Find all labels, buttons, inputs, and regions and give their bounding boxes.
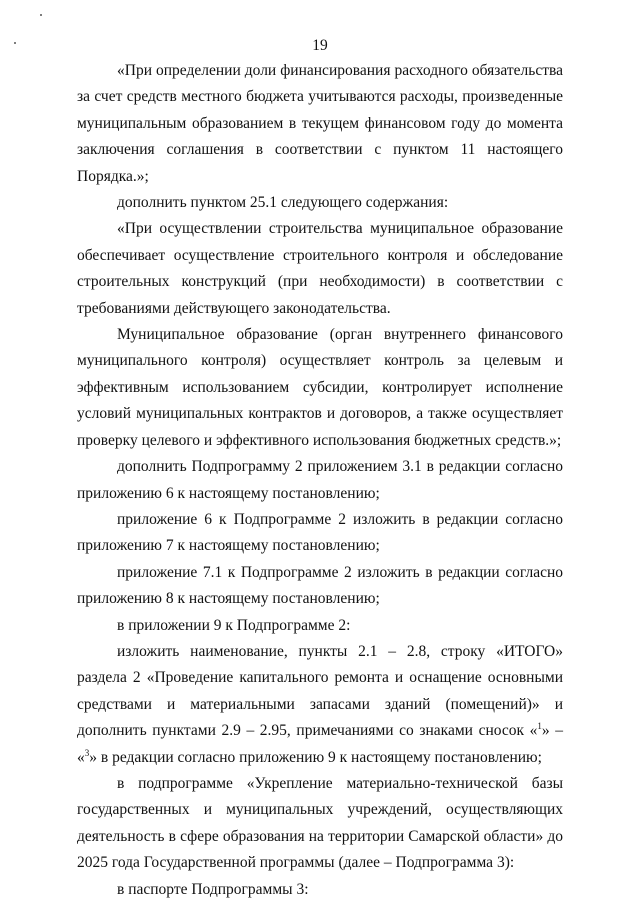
paragraph: приложение 7.1 к Подпрограмме 2 изложить в редакции согласно приложению 8 к настоящему постановлению; xyxy=(77,563,563,608)
scan-speck xyxy=(40,14,42,16)
paragraph: приложение 6 к Подпрограмме 2 изложить в редакции согласно приложению 7 к настоящему постановлению; xyxy=(77,510,563,555)
paragraph: «При определении доли финансирования расходного обязательства за счет средств местного бюджета учитываются расходы, произведенные муниципальным образованием в текущем финансовом году до момента заключения соглашения в соответствии с пунктом 11 настоящего Порядка.»; xyxy=(77,62,563,185)
paragraph-with-footnote-marks xyxy=(77,639,563,771)
paragraph: в подпрограмме «Укрепление материально-технической базы государственных и муниципальных учреждений, осуществляющих деятельность в сфере образования на территории Самарской области» до 2025 года Государственной программы (далее – Подпрограмма 3): xyxy=(77,774,563,872)
paragraph-text: изложить наименование, пункты 2.1 – 2.8, строку «ИТОГО» раздела 2 «Проведение капитального ремонта и оснащение основными средствами и материальными запасами зданий (помещений)» и дополнить пунктами 2.9 – 2.95, примечаниями со знаками сносок « xyxy=(77,642,563,740)
paragraph: в паспорте Подпрограммы 3: xyxy=(117,880,309,898)
paragraph: Муниципальное образование (орган внутреннего финансового муниципального контроля) осуществляет контроль за целевым и эффективным использованием субсидии, контролирует исполнение условий муниципальных контрактов и договоров, а также осуществляет проверку целевого и эффективного использования бюджетных средств.»; xyxy=(77,326,563,449)
footnote-mark: 3 xyxy=(84,747,90,758)
paragraph: дополнить Подпрограмму 2 приложением 3.1 в редакции согласно приложению 6 к настоящему постановлению; xyxy=(77,458,563,502)
footnote-mark: 1 xyxy=(537,721,542,732)
paragraph: дополнить пунктом 25.1 следующего содержания: xyxy=(117,194,449,212)
paragraph-text: » – « xyxy=(77,722,563,766)
paragraph: «При осуществлении строительства муниципальное образование обеспечивает осуществление строительного контроля и обследование строительных конструкций (при необходимости) в соответствии с требованиями действующего законодательства. xyxy=(77,220,563,317)
paragraph: в приложении 9 к Подпрограмме 2: xyxy=(117,616,351,634)
document-body xyxy=(77,58,563,903)
page-number: 19 xyxy=(312,37,328,54)
paragraph-text: » в редакции согласно приложению 9 к настоящему постановлению; xyxy=(89,748,542,766)
